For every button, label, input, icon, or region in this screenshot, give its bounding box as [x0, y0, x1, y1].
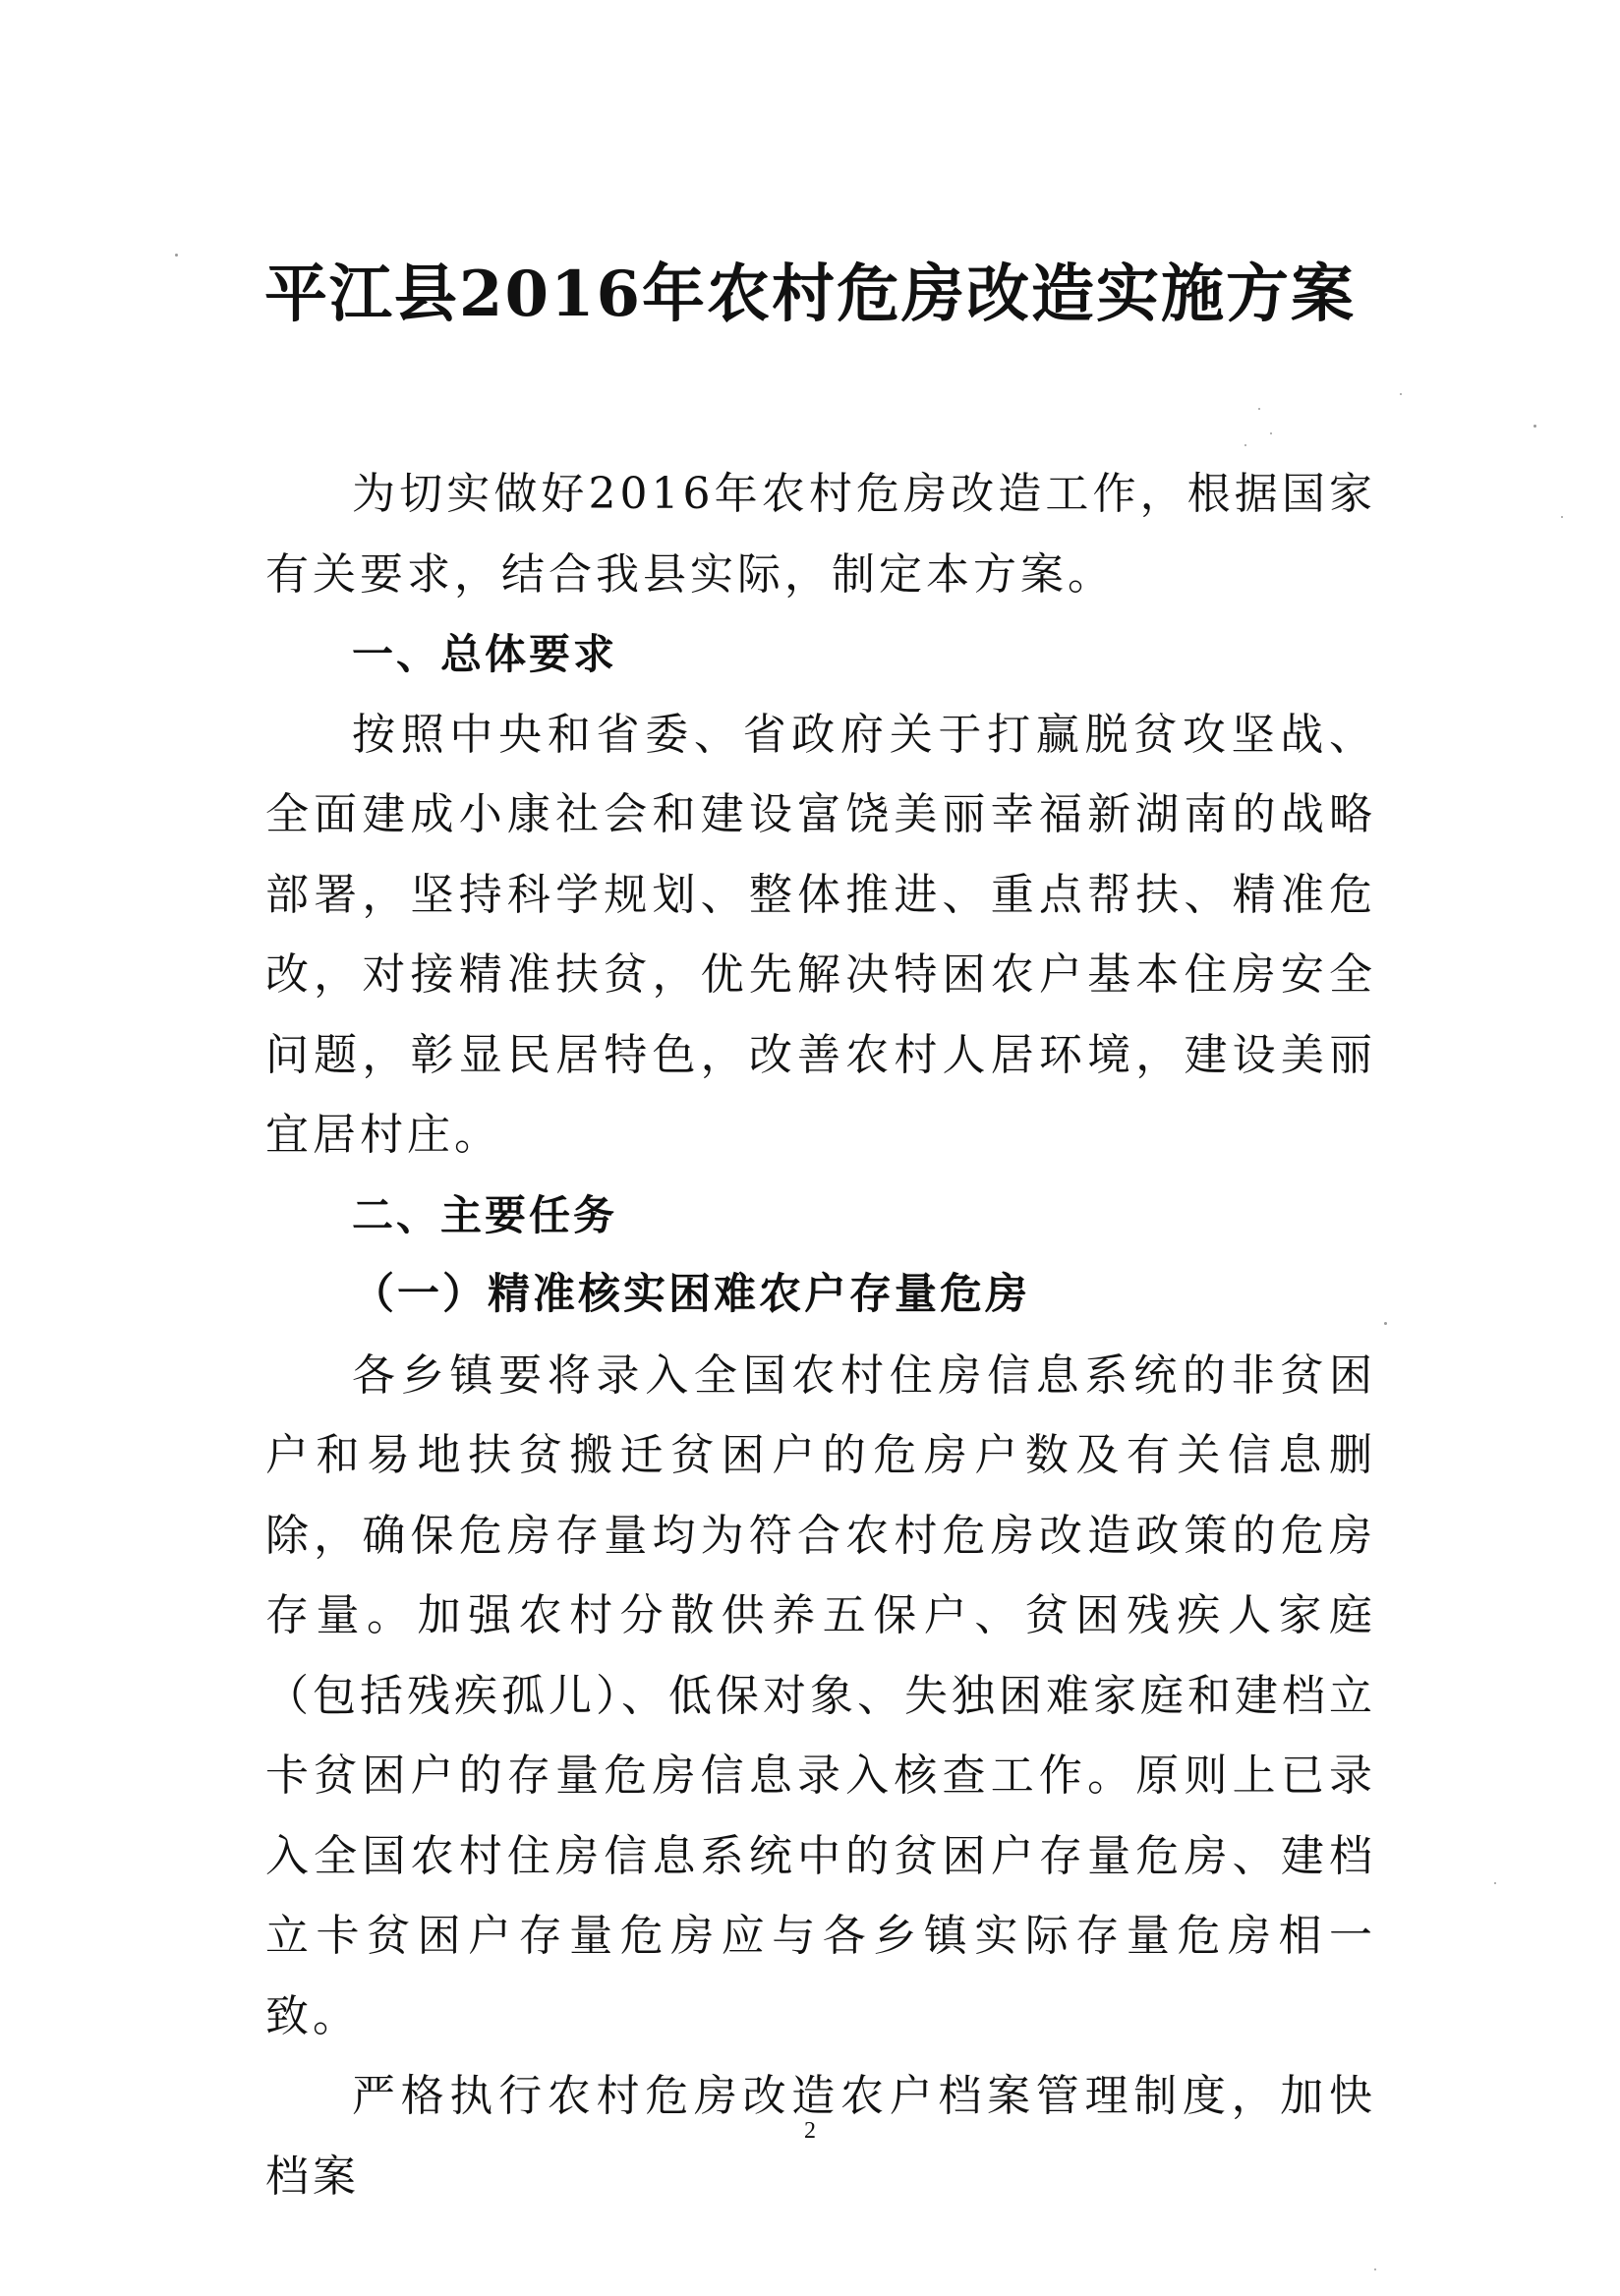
scan-speck: [175, 254, 178, 257]
scan-speck: [1561, 516, 1563, 518]
subsection-heading-verify-dangerous-houses: （一）精准核实困难农户存量危房: [352, 1270, 1030, 1319]
scan-speck: [1258, 408, 1260, 410]
document-body: [265, 454, 1376, 2216]
scan-speck: [1533, 425, 1536, 428]
archive-management-paragraph: 严格执行农村危房改造农户档案管理制度，加快档案: [265, 2071, 1376, 2202]
scan-speck: [1400, 393, 1402, 395]
scan-speck: [1270, 432, 1272, 434]
verify-dangerous-houses-paragraph: 各乡镇要将录入全国农村住房信息系统的非贫困户和易地扶贫搬迁贫困户的危房户数及有关信息删除，确保危房存量均为符合农村危房改造政策的危房存量。加强农村分散供养五保户、贫困残疾人家庭（包括残疾孤儿）、低保对象、失独困难家庭和建档立卡贫困户的存量危房信息录入核查工作。原则上已录入全国农村住房信息系统中的贫困户存量危房、建档立卡贫困户存量危房应与各乡镇实际存量危房相一致。: [265, 1349, 1376, 2041]
general-requirements-paragraph: 按照中央和省委、省政府关于打赢脱贫攻坚战、全面建成小康社会和建设富饶美丽幸福新湖南的战略部署，坚持科学规划、整体推进、重点帮扶、精准危改，对接精准扶贫，优先解决特困农户基本住房安全问题，彰显民居特色，改善农村人居环境，建设美丽宜居村庄。: [265, 709, 1376, 1160]
scan-speck: [1384, 1322, 1387, 1325]
section-heading-general-requirements: 一、总体要求: [352, 630, 618, 678]
intro-paragraph: 为切实做好2016年农村危房改造工作，根据国家有关要求，结合我县实际，制定本方案。: [265, 469, 1376, 600]
scan-speck: [1494, 1882, 1496, 1884]
section-heading-main-tasks: 二、主要任务: [352, 1190, 618, 1239]
scan-speck: [1244, 444, 1246, 446]
document-title: 平江县2016年农村危房改造实施方案: [263, 258, 1357, 331]
scan-speck: [1374, 2268, 1376, 2270]
page-number: 2: [804, 2118, 816, 2144]
